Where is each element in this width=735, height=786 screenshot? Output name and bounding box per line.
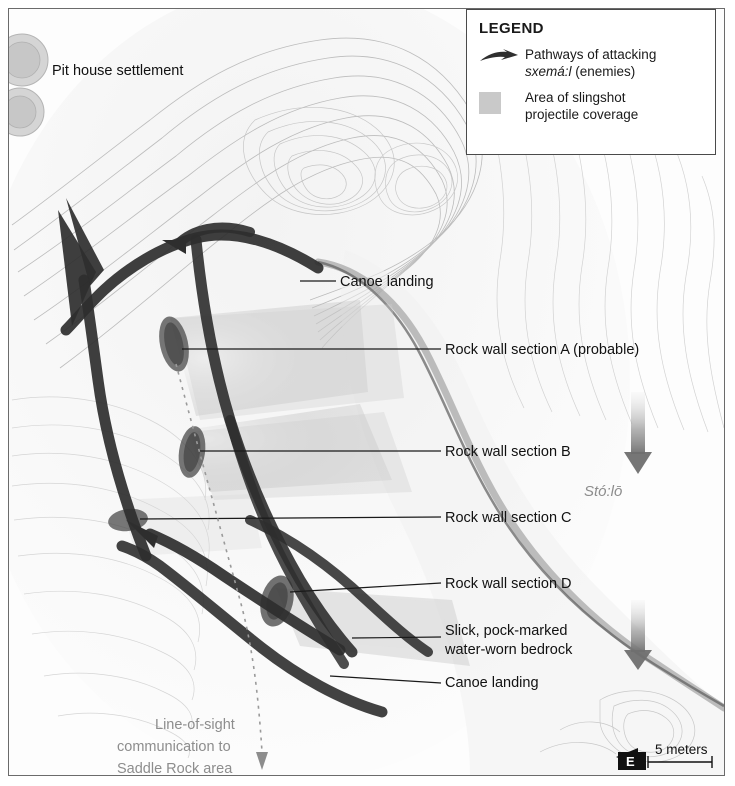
label-line-of-sight-line3: Saddle Rock area [117,761,233,777]
label-pit-house-settlement: Pit house settlement [52,63,184,79]
label-rock-wall-section-b: Rock wall section B [445,444,571,460]
legend-pathways-term: sxemá:l [525,63,572,79]
legend-item-coverage [479,90,703,124]
label-rock-wall-section-a: Rock wall section A (probable) [445,342,640,358]
legend-coverage-line1: Area of slingshot [525,89,626,105]
legend [466,9,716,155]
label-line-of-sight-line2: communication to [117,739,231,755]
label-line-of-sight-line1: Line-of-sight [155,717,235,733]
legend-item-pathways [479,47,703,81]
label-slick-bedrock-line1: Slick, pock-marked [445,623,568,639]
label-rock-wall-section-c: Rock wall section C [445,510,572,526]
scale-bar-label: 5 meters [655,742,708,757]
label-canoe-landing-lower: Canoe landing [445,675,539,691]
legend-pathways-line2-rest: (enemies) [571,63,636,79]
label-river-stolo: Stó:lō [584,483,623,500]
legend-pathways-line1: Pathways of attacking [525,47,657,62]
label-canoe-landing-upper: Canoe landing [340,274,434,290]
arrow-icon [479,47,525,67]
legend-coverage-line2: projectile coverage [525,106,639,122]
label-rock-wall-section-d: Rock wall section D [445,576,572,592]
legend-title: LEGEND [479,20,544,37]
grey-square-swatch-icon [479,90,525,114]
north-arrow-letter: E [626,754,635,769]
label-slick-bedrock-line2: water-worn bedrock [445,642,573,658]
